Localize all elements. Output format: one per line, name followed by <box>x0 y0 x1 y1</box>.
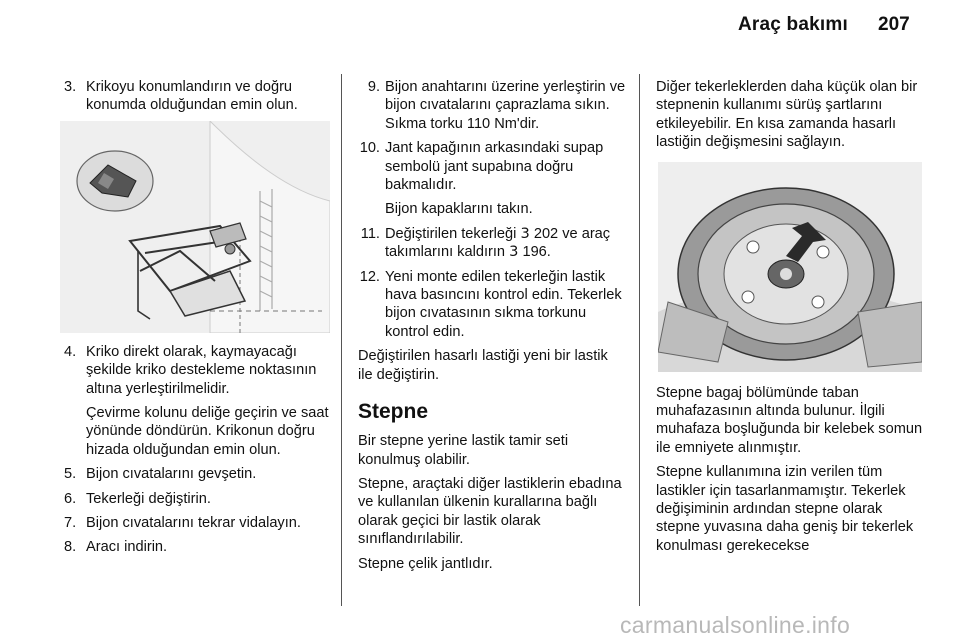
step-11 <box>358 225 626 262</box>
spare-wheel-drawing <box>658 162 922 372</box>
step-6 <box>64 490 332 508</box>
paragraph: Değiştirilen hasarlı lastiği yeni bir lastik ile değiştirin. <box>358 348 608 383</box>
paragraph: Diğer tekerleklerden daha küçük olan bir stepnenin kullanımı sürüş şartlarını etkileyebilir. En kısa zamanda hasarlı lastiğin değişmesini sağlayın. <box>656 79 918 151</box>
page-ref-icon: 3 <box>509 243 519 261</box>
step-number: 7. <box>64 515 77 532</box>
step-5 <box>64 465 332 483</box>
paragraph: Stepne bagaj bölümünde taban muhafazasının altında bulunur. İlgili muhafaza boşluğunda bir kelebek somun ile emniyete alınmıştır. <box>656 384 923 456</box>
step-text: Bijon cıvatalarını tekrar vidalayın. <box>86 515 301 532</box>
step-12 <box>358 268 626 342</box>
spare-wheel-illustration <box>658 162 922 372</box>
step-text: Krikoyu konumlandırın ve doğru konumda olduğundan emin olun. <box>86 79 298 114</box>
step-4-detail: Çevirme kolunu deliğe geçirin ve saat yönünde döndürün. Krikonun doğru hizada olduğundan emin olun. <box>86 405 329 458</box>
step-number: 8. <box>64 539 77 556</box>
paragraph: Stepne kullanımına izin verilen tüm lastikler için tasarlanmamıştır. Tekerlek değişiminin ardından stepne olarak stepne yuvasına daha geniş bir tekerlek konulması gerekecekse <box>656 464 914 554</box>
step-4 <box>64 343 332 398</box>
step-text: Yeni monte edilen tekerleğin lastik hava basıncını kontrol edin. Tekerlek bijon cıvatasının sıkma torkunu kontrol edin. <box>385 268 622 340</box>
step-number: 5. <box>64 466 77 483</box>
step-text: Kriko direkt olarak, kaymayacağı şekilde kriko destekleme noktasının altına yerleştirilmelidir. <box>86 343 317 397</box>
step-8 <box>64 538 332 556</box>
step-number: 9. <box>367 79 380 95</box>
step-3 <box>64 78 332 115</box>
step-text-start: Değiştirilen tekerleği <box>385 225 521 242</box>
column-1 <box>64 78 332 563</box>
step-text: Jant kapağının arkasındaki supap sembolü jant supabına doğru bakmalıdır. <box>385 140 604 194</box>
page-ref-icon: 3 <box>520 224 530 242</box>
step-number: 4. <box>64 343 77 360</box>
step-text: Bijon anahtarını üzerine yerleştirin ve bijon cıvatalarını çaprazlama sıkın. Sıkma torku 110 Nm'dir. <box>385 79 626 132</box>
step-7 <box>64 514 332 532</box>
paragraph: Stepne çelik jantlıdır. <box>358 555 493 572</box>
page-number: 207 <box>878 14 910 35</box>
step-number: 11. <box>360 225 380 242</box>
column-3 <box>656 78 926 561</box>
jack-illustration <box>60 121 330 333</box>
step-number: 6. <box>64 490 77 507</box>
step-10 <box>358 139 626 194</box>
step-10-detail: Bijon kapaklarını takın. <box>385 201 533 218</box>
step-number: 10. <box>359 140 380 157</box>
step-number: 3. <box>64 79 77 95</box>
paragraph: Bir stepne yerine lastik tamir seti konulmuş olabilir. <box>358 433 569 468</box>
step-text-middle: 202 ve araç takımlarını kaldırın <box>385 225 611 261</box>
jack-drawing <box>60 121 330 333</box>
paragraph: Stepne, araçtaki diğer lastiklerin ebadına ve kullanılan ülkenin kurallarına bağlı olarak geçici bir lastik olarak sınıflandırılabilir. <box>358 475 622 548</box>
watermark: carmanualsonline.info <box>620 612 851 638</box>
column-divider-right <box>639 74 640 606</box>
column-2 <box>358 78 626 579</box>
step-number: 12. <box>359 268 380 285</box>
section-title: Araç bakımı <box>738 14 848 35</box>
section-heading: Stepne <box>358 400 429 424</box>
step-text: Bijon cıvatalarını gevşetin. <box>86 466 257 483</box>
step-text-end: 196. <box>522 244 551 261</box>
column-divider-left <box>341 74 342 606</box>
step-text: Tekerleği değiştirin. <box>86 490 211 507</box>
step-text: Aracı indirin. <box>86 539 168 556</box>
step-9 <box>358 78 626 133</box>
